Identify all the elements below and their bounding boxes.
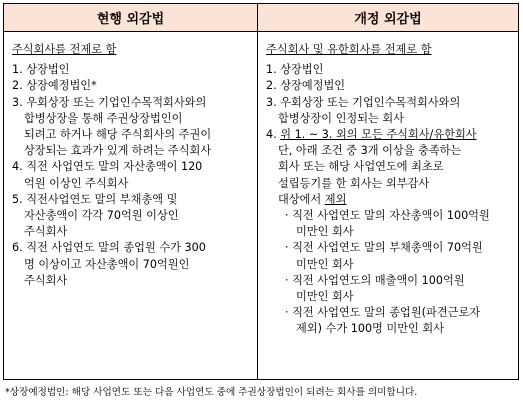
current-law-content (12, 42, 254, 289)
revised-item-1: 1. 상장법인 (266, 63, 324, 77)
revised-item-4-cont: 설립등기를 한 회사는 외부감사 (278, 176, 430, 190)
exemption-condition-liabilities: · 직전 사업연도 말의 부채총액이 70억원 (285, 241, 483, 255)
revised-item-3: 3. 우회상장 또는 기업인수목적회사와의 (266, 95, 461, 109)
current-item-3-cont: 되려고 하거나 해당 주식회사의 주권이 (24, 128, 212, 142)
current-item-6-cont: 명 이상이고 자산총액이 70억원인 (24, 257, 190, 271)
current-item-6: 6. 직전 사업연도 말의 종업원 수가 300 (12, 241, 206, 255)
current-item-3-cont: 상장되는 효과가 있게 하려는 주식회사 (24, 144, 212, 158)
revised-item-4-cont: 회사 또는 해당 사업연도에 최초로 (278, 160, 444, 174)
revised-item-4-scope: 위 1. ~ 3. 외의 모든 주식회사/유한회사 (280, 128, 477, 142)
revised-item-4-exclusion-text: 대상에서 (278, 192, 325, 206)
header-current-law: 현행 외감법 (4, 4, 257, 32)
current-item-5-cont: 자산총액이 각각 70억원 이상인 (24, 209, 179, 223)
revised-item-2: 2. 상장예정법인 (266, 79, 346, 93)
exemption-condition-employees: · 직전 사업연도 말의 종업원(파견근로자 (285, 306, 481, 320)
exemption-condition-liabilities-cont: 미만인 회사 (296, 257, 354, 271)
revised-item-4 (266, 127, 516, 143)
current-item-5-cont: 주식회사 (24, 225, 68, 239)
header-revised-law: 개정 외감법 (258, 4, 518, 32)
exemption-condition-assets: · 직전 사업연도 말의 자산총액이 100억원 (285, 209, 490, 223)
exclusion-keyword: 제외 (324, 192, 347, 206)
revised-law-content (266, 42, 516, 338)
current-item-3: 3. 우회상장 또는 기업인수목적회사와의 (12, 95, 207, 109)
current-item-6-cont: 주식회사 (24, 273, 68, 287)
current-law-premise: 주식회사를 전제로 함 (12, 43, 117, 56)
revised-item-3-cont: 합병상장이 인정되는 회사 (278, 111, 404, 125)
comparison-table (3, 3, 519, 380)
exemption-condition-revenue-cont: 미만인 회사 (296, 290, 354, 304)
current-item-1: 1. 상장법인 (12, 63, 70, 77)
current-item-2: 2. 상장예정법인* (12, 79, 97, 93)
current-item-5: 5. 직전사업연도 말의 부채총액 및 (12, 192, 178, 206)
exemption-condition-revenue: · 직전 사업연도의 매출액이 100억원 (285, 273, 465, 287)
revised-law-premise: 주식회사 및 유한회사를 전제로 함 (266, 43, 432, 56)
exemption-condition-employees-cont: 제외) 수가 100명 미만인 회사 (296, 322, 445, 336)
current-item-4: 4. 직전 사업연도 말의 자산총액이 120 (12, 160, 203, 174)
exemption-condition-assets-cont: 미만인 회사 (296, 225, 354, 239)
footnote: *상장예정법인: 해당 사업연도 또는 다음 사업연도 중에 주권상장법인이 되려는 회사를 의미합니다. (5, 387, 418, 398)
revised-item-4-exclusion (266, 192, 516, 208)
current-item-4-cont: 억원 이상인 주식회사 (24, 176, 129, 190)
current-item-3-cont: 합병상장을 통해 주권상장법인이 (24, 111, 183, 125)
revised-item-4-number: 4. (266, 128, 281, 142)
revised-item-4-cont: 단, 아래 조건 중 3개 이상을 충족하는 (278, 144, 462, 158)
column-divider (257, 4, 258, 379)
